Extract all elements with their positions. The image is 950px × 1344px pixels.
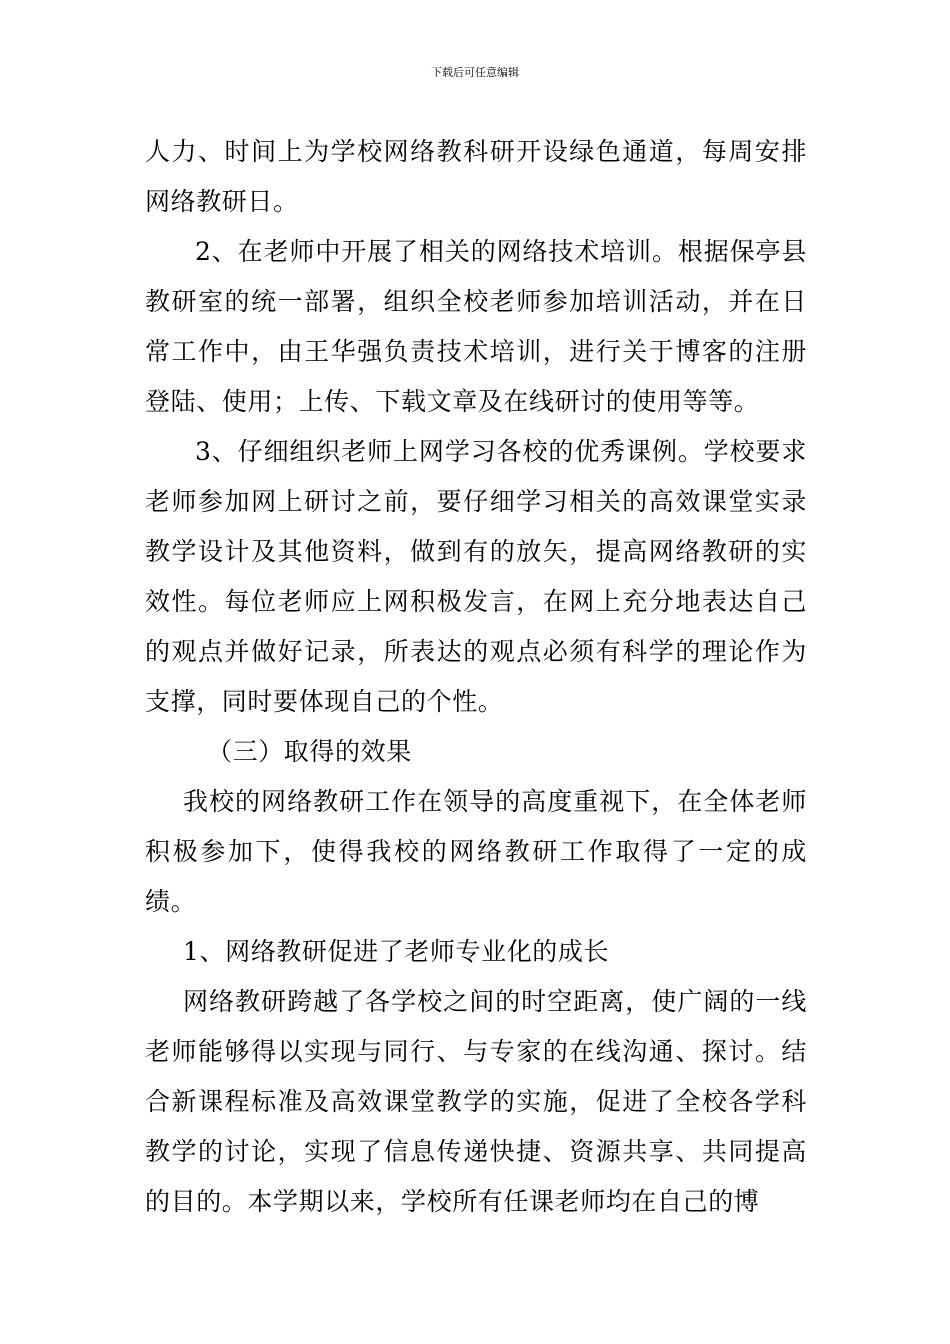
paragraph-results-intro: 我校的网络教研工作在领导的高度重视下，在全体老师积极参加下，使得我校的网络教研工作取得了一定的成绩。	[145, 787, 807, 916]
paragraph-continuation: 人力、时间上为学校网络教科研开设绿色通道，每周安排网络教研日。	[145, 137, 807, 216]
section-heading-results: （三）取得的效果	[207, 737, 412, 766]
subheading-item-1: 1、网络教研促进了老师专业化的成长	[183, 937, 610, 966]
document-body	[145, 127, 807, 1227]
paragraph-item-3: 3、仔细组织老师上网学习各校的优秀课例。学校要求老师参加网上研讨之前，要仔细学习相关的高效课堂实录教学设计及其他资料，做到有的放矢，提高网络教研的实效性。每位老师应上网积极发言，在网上充分地表达自己的观点并做好记录，所表达的观点必须有科学的理论作为支撑，同时要体现自己的个性。	[145, 437, 807, 716]
paragraph-item-1-body: 网络教研跨越了各学校之间的时空距离，使广阔的一线老师能够得以实现与同行、与专家的在线沟通、探讨。结合新课程标准及高效课堂教学的实施，促进了全校各学科教学的讨论，实现了信息传递快捷、资源共享、共同提高的目的。本学期以来，学校所有任课老师均在自己的博	[145, 987, 807, 1216]
page-header: 下载后可任意编辑	[431, 66, 519, 79]
paragraph-item-2: 2、在老师中开展了相关的网络技术培训。根据保亭县教研室的统一部署，组织全校老师参加培训活动，并在日常工作中，由王华强负责技术培训，进行关于博客的注册登陆、使用；上传、下载文章及在线研讨的使用等等。	[145, 237, 807, 416]
